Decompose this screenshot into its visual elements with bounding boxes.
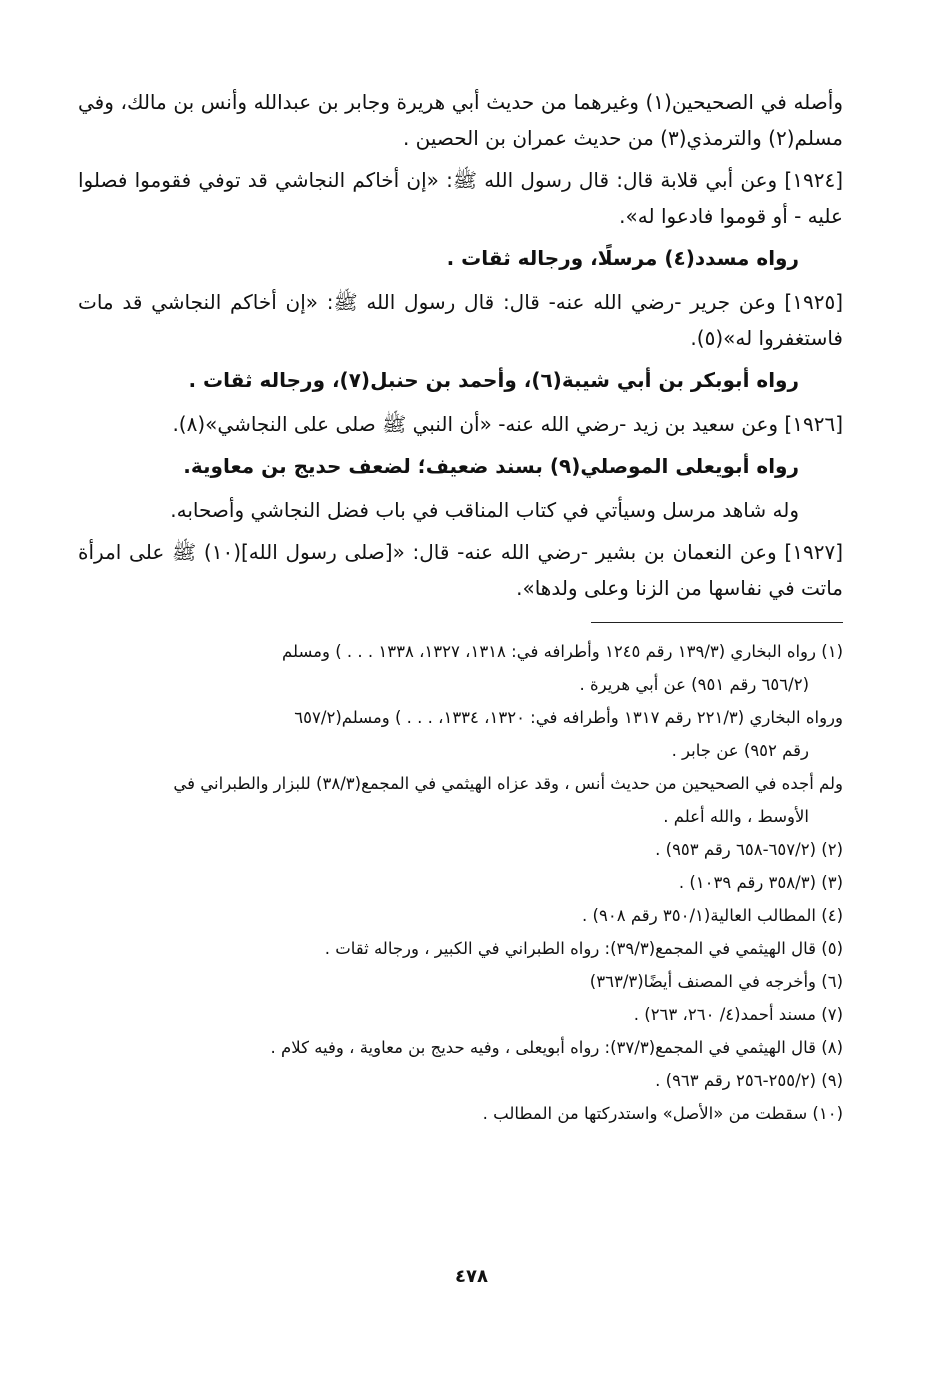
footnote-8: (٨) قال الهيثمي في المجمع(٣٧/٣): رواه أبويعلى ، وفيه حديج بن معاوية ، وفيه كلام . (270, 1038, 843, 1057)
narration-1924: رواه مسدد(٤) مرسلًا، ورجاله ثقات . (446, 246, 799, 270)
page-number: ٤٧٨ (455, 1266, 488, 1287)
footnote-10: (١٠) سقطت من «الأصل» واستدركتها من المطالب . (482, 1104, 843, 1123)
narration-1925: رواه أبوبكر بن أبي شيبة(٦)، وأحمد بن حنبل(٧)، ورجاله ثقات . (188, 368, 799, 392)
narration-1926: رواه أبويعلى الموصلي(٩) بسند ضعيف؛ لضعف حديج بن معاوية. (183, 454, 799, 478)
footnote-1-line-4: رقم ٩٥٢) عن جابر . (671, 741, 809, 760)
footnote-7: (٧) مسند أحمد(٤/ ٢٦٠، ٢٦٣) . (633, 1005, 843, 1024)
footnote-4: (٤) المطالب العالية(٣٥٠/١ رقم ٩٠٨) . (582, 906, 843, 925)
footnote-2: (٢) (٦٥٧/٢-٦٥٨ رقم ٩٥٣) . (655, 840, 843, 859)
footnote-9: (٩) (٢٥٥/٢-٢٥٦ رقم ٩٦٣) . (655, 1071, 843, 1090)
footnote-1-line-1: (١) رواه البخاري (١٣٩/٣ رقم ١٢٤٥ وأطرافه في: ١٣١٨، ١٣٢٧، ١٣٣٨ . . . ) ومسلم (282, 642, 843, 661)
note-1926: وله شاهد مرسل وسيأتي في كتاب المناقب في باب فضل النجاشي وأصحابه. (170, 498, 799, 522)
footnotes (78, 635, 843, 1130)
footnote-6: (٦) وأخرجه في المصنف أيضًا(٣٦٣/٣) (589, 972, 843, 991)
footnote-5: (٥) قال الهيثمي في المجمع(٣٩/٣): رواه الطبراني في الكبير ، ورجاله ثقات . (324, 939, 843, 958)
footnote-1-line-6: الأوسط ، والله أعلم . (663, 807, 809, 826)
footnote-divider (591, 622, 843, 623)
page-body (78, 84, 843, 1130)
footnote-1-line-2: (٦٥٦/٢ رقم ٩٥١) عن أبي هريرة . (579, 675, 809, 694)
hadith-1927: [١٩٢٧] وعن النعمان بن بشير -رضي الله عنه- قال: «[صلى رسول الله](١٠) ﷺ على امرأة ماتت في نفاسها من الزنا وعلى ولدها». (78, 540, 844, 600)
hadith-1926: [١٩٢٦] وعن سعيد بن زيد -رضي الله عنه- «أن النبي ﷺ صلى على النجاشي»(٨). (172, 412, 843, 436)
hadith-1924: [١٩٢٤] وعن أبي قلابة قال: قال رسول الله ﷺ: «إن أخاكم النجاشي قد توفي فقوموا فصلوا عليه - أو قوموا فادعوا له». (78, 168, 843, 228)
paragraph-intro: وأصله في الصحيحين(١) وغيرهما من حديث أبي هريرة وجابر بن عبدالله وأنس بن مالك، وفي مسلم(٢) والترمذي(٣) من حديث عمران بن الحصين . (78, 90, 843, 150)
footnote-3: (٣) (٣٥٨/٣ رقم ١٠٣٩) . (678, 873, 843, 892)
hadith-1925: [١٩٢٥] وعن جرير -رضي الله عنه- قال: قال رسول الله ﷺ: «إن أخاكم النجاشي قد مات فاستغفروا له»(٥). (78, 290, 843, 350)
footnote-1-line-3: ورواه البخاري (٢٢١/٣ رقم ١٣١٧ وأطرافه في: ١٣٢٠، ١٣٣٤، . . . ) ومسلم(٦٥٧/٢ (294, 708, 843, 727)
footnote-1-line-5: ولم أجده في الصحيحين من حديث أنس ، وقد عزاه الهيثمي في المجمع(٣٨/٣) للبزار والطبراني في (173, 774, 843, 793)
